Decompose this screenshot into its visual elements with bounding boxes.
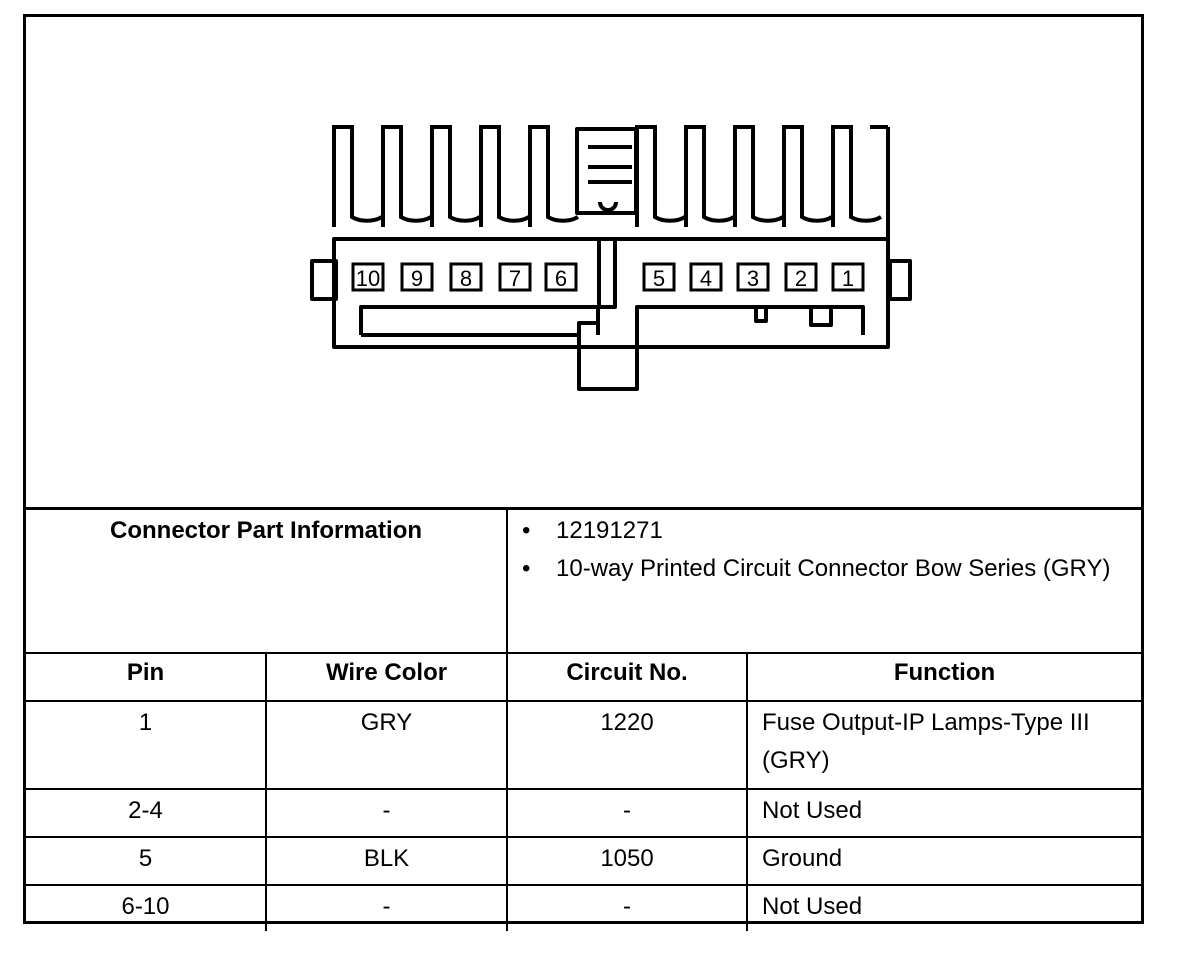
part-info-heading: Connector Part Information <box>26 509 507 654</box>
pin-number-label: 5 <box>652 266 666 291</box>
header-circuit-no: Circuit No. <box>507 653 747 701</box>
pin-terminal-9 <box>784 127 832 227</box>
pin-number-box <box>644 264 674 291</box>
circuit-cell: - <box>507 789 747 837</box>
part-number: • 12191271 <box>520 512 1133 550</box>
bottom-notch-a <box>756 307 766 321</box>
bottom-notch-b <box>811 307 831 325</box>
pin-cell: 6-10 <box>26 885 266 931</box>
pin-number-box <box>451 264 481 291</box>
pin-table-header-row <box>26 653 1141 701</box>
pin-number-label: 1 <box>841 266 855 291</box>
pin-number-box <box>786 264 816 291</box>
center-divider <box>599 239 615 307</box>
connector-body <box>334 239 888 347</box>
connector-face-diagram <box>26 17 1141 507</box>
table-row <box>26 701 1141 789</box>
table-row <box>26 789 1141 837</box>
pin-number-label: 3 <box>746 266 760 291</box>
wire-color-cell: - <box>266 789 507 837</box>
connector-info-table <box>26 507 1141 931</box>
connector-frame <box>23 14 1144 924</box>
pin-number-box <box>833 264 863 291</box>
pin-terminal-1 <box>334 127 382 227</box>
function-cell: Fuse Output-IP Lamps-Type III (GRY) <box>747 701 1141 789</box>
header-function: Function <box>747 653 1141 701</box>
pin-number-label: 9 <box>410 266 424 291</box>
pin-number-label: 7 <box>508 266 522 291</box>
wire-color-cell: - <box>266 885 507 931</box>
circuit-cell: 1220 <box>507 701 747 789</box>
header-pin: Pin <box>26 653 266 701</box>
pin-number-box <box>353 264 383 291</box>
pin-terminal-2 <box>383 127 431 227</box>
center-key-latch <box>600 202 616 210</box>
bottom-key <box>361 323 637 389</box>
pin-number-label: 2 <box>794 266 808 291</box>
pin-terminal-6 <box>637 127 685 227</box>
part-description: • 10-way Printed Circuit Connector Bow Series (GRY) <box>520 550 1133 588</box>
pin-number-label: 4 <box>699 266 713 291</box>
wire-color-cell: BLK <box>266 837 507 885</box>
header-wire-color: Wire Color <box>266 653 507 701</box>
pin-number-box <box>402 264 432 291</box>
center-key-lines <box>588 147 632 182</box>
function-cell: Not Used <box>747 885 1141 931</box>
pin-terminal-5 <box>530 127 578 227</box>
pin-cell: 1 <box>26 701 266 789</box>
pin-number-box <box>546 264 576 291</box>
right-side-tab <box>890 261 910 299</box>
pin-terminal-8 <box>735 127 783 227</box>
center-key-block <box>577 129 636 213</box>
pin-number-label: 10 <box>355 266 381 291</box>
pin-number-box <box>738 264 768 291</box>
table-row <box>26 885 1141 931</box>
circuit-cell: 1050 <box>507 837 747 885</box>
right-end-terminal <box>870 127 888 239</box>
pin-number-box <box>691 264 721 291</box>
pin-number-label: 6 <box>554 266 568 291</box>
function-cell: Not Used <box>747 789 1141 837</box>
inner-channel <box>361 307 863 335</box>
pin-terminal-7 <box>686 127 734 227</box>
part-info-row <box>26 509 1141 654</box>
pin-cell: 5 <box>26 837 266 885</box>
pin-terminal-3 <box>432 127 480 227</box>
pin-number-label: 8 <box>459 266 473 291</box>
table-row <box>26 837 1141 885</box>
pin-number-box <box>500 264 530 291</box>
function-cell: Ground <box>747 837 1141 885</box>
pin-cell: 2-4 <box>26 789 266 837</box>
circuit-cell: - <box>507 885 747 931</box>
pin-terminal-4 <box>481 127 529 227</box>
wire-color-cell: GRY <box>266 701 507 789</box>
pin-terminal-10 <box>833 127 881 227</box>
part-info-details <box>507 509 1141 654</box>
pin-number-boxes <box>353 264 863 291</box>
